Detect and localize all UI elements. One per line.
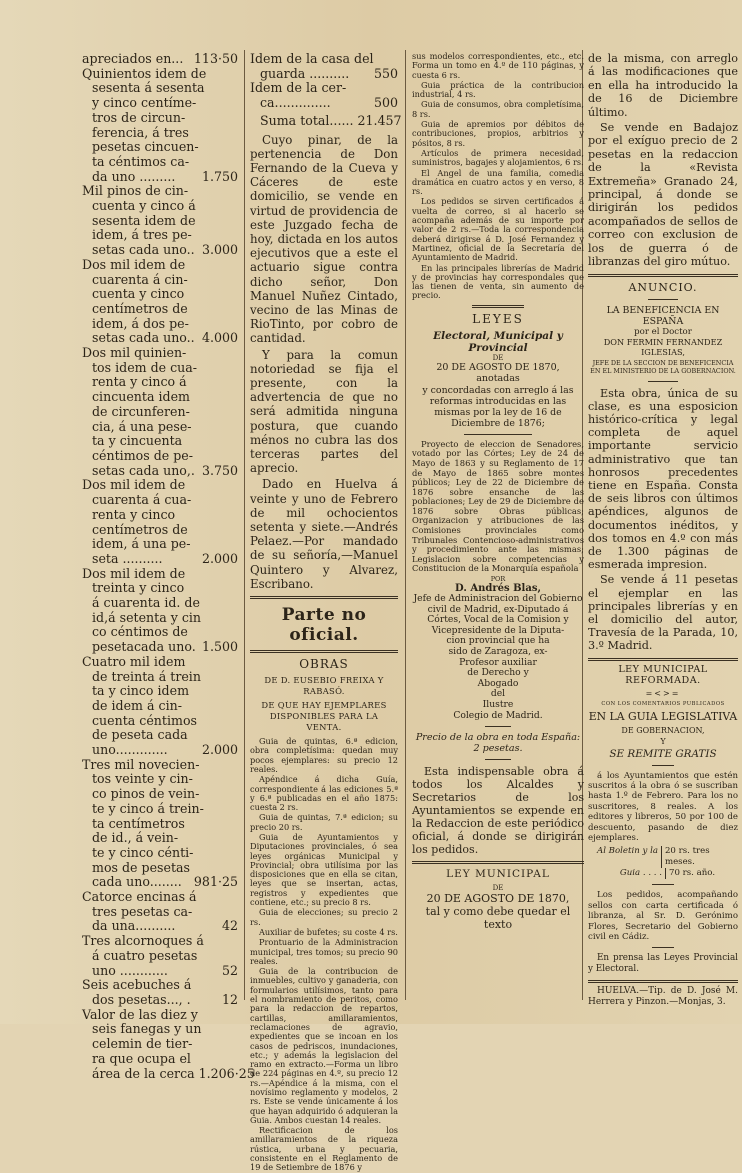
appraisal-line: [250, 96, 398, 111]
appraisal-item-text: ra que ocupa el: [92, 1050, 191, 1066]
appraisal-item-text: tres pesetas ca-: [92, 903, 193, 919]
appraisal-line: [82, 919, 238, 934]
edict-text: [250, 133, 398, 592]
remite-gratis: SE REMITE GRATIS: [609, 747, 717, 760]
appraisal-item-text: setas cada uno..: [92, 242, 195, 258]
book-entry: En las principales librerías de Madrid y de provincias hay correspondales que las tienen de venta, sin aumento de precio.: [412, 262, 584, 301]
guia-price: 70 rs. año.: [669, 868, 716, 879]
author-credential-line: de Derecho y: [467, 667, 529, 679]
appraisal-line: [82, 684, 238, 699]
appraisal-item-text: renta y cinco: [92, 506, 176, 522]
appraisal-item-text: ta y cincuenta: [92, 433, 183, 449]
appraisal-line: [82, 405, 238, 420]
appraisal-item-text: de circunferen-: [92, 403, 190, 419]
ley-municipal-tail: tal y como debe quedar el texto: [425, 905, 571, 932]
total-line: Suma total...... 21.457: [260, 112, 402, 128]
subscription-text: [588, 771, 738, 844]
beneficencia-text: [588, 387, 738, 653]
obras-note: DE QUE HAY EJEMPLARES DISPONIBLES PARA LA VENTA.: [261, 700, 387, 733]
appraisal-line: [82, 949, 238, 964]
appraisal-line: [82, 508, 238, 523]
price-row: [588, 868, 738, 879]
obras-author: DE D. EUSEBIO FREIXA Y RABASÓ.: [264, 675, 384, 697]
price-line: Precio de la obra en toda España: 2 pesetas.: [415, 732, 581, 755]
appraisal-item-text: celemin de tier-: [92, 1036, 193, 1052]
appraisal-amount: 2.000: [201, 550, 238, 566]
author-credential-line: Ilustre: [482, 698, 514, 710]
divider: [652, 765, 675, 766]
divider: [648, 381, 678, 382]
appraisal-item-text: Valor de las diez y: [82, 1006, 198, 1022]
divider: [652, 947, 675, 948]
appraisal-line: [82, 993, 238, 1008]
appraisal-item-text: renta y cinco á: [92, 374, 187, 390]
appraisal-line: [82, 699, 238, 714]
appraisal-item-text: cuenta y cinco: [92, 286, 185, 302]
anuncio-title: ANUNCIO.: [628, 280, 698, 294]
appraisal-line: [82, 523, 238, 538]
appraisal-line: [82, 273, 238, 288]
author-credential-line: Profesor auxiliar: [459, 656, 537, 668]
appraisal-line: [82, 140, 238, 155]
doctor-title: JEFE DE LA SECCION DE BENEFICENCIA EN EL MINISTERIO DE LA GOBERNACION.: [590, 358, 736, 375]
appraisal-line: [82, 861, 238, 876]
appraisal-item-text: tos veinte y cin-: [92, 771, 193, 787]
appraisal-item-text: Quinientos idem de: [82, 65, 207, 81]
appraisal-item-text: te y cinco cénti-: [92, 844, 194, 860]
appraisal-amount: 2.000: [201, 742, 238, 758]
appraisal-line: [82, 243, 238, 258]
appraisal-item-text: Dos mil quinien-: [82, 345, 187, 361]
appraisal-line: [82, 346, 238, 361]
appraisal-item-text: de treinta á trein: [92, 668, 201, 684]
appraisal-item-text: co pinos de vein-: [92, 786, 200, 802]
appraisal-amount: 550: [373, 65, 398, 81]
book-entry: Apéndice á dicha Guía, correspondiente á las ediciones 5.ª y 6.ª publicadas en el año 1875: cuesta 2 rs.: [250, 774, 398, 813]
top-notice: [588, 52, 738, 269]
book-entry: Guia de quintas, 6.ª edicion, obra completísima: quedan muy pocos ejemplares: su precio 12 reales.: [250, 736, 398, 774]
appraisal-amount: 3.000: [201, 242, 238, 258]
imprint: [588, 986, 738, 1008]
appraisal-item-text: Idem de la casa del: [250, 51, 374, 66]
appraisal-line: [82, 890, 238, 905]
appraisal-item-text: de id., á vein-: [92, 830, 179, 846]
appraisal-line: [82, 1037, 238, 1052]
proyecto-text: [412, 440, 584, 574]
appraisal-item-text: Idem de la cer-: [250, 80, 347, 96]
book-entry: Prontuario de la Administracion municipal, tres tomos; su precio 90 reales.: [250, 937, 398, 966]
appraisal-line: [82, 772, 238, 787]
book-list-continued: [412, 52, 584, 301]
appraisal-item-text: Tres mil novecien-: [82, 756, 200, 772]
appraisal-item-text: cia, á una pese-: [92, 418, 192, 434]
appraisal-line: [82, 875, 238, 890]
appraisal-item-text: Cuatro mil idem: [82, 653, 186, 669]
author-credential-line: Colegio de Madrid.: [453, 709, 543, 721]
ley-municipal-de: DE: [492, 884, 504, 893]
edict-paragraph: Dado en Huelva á veinte y uno de Febrero de mil ochocientos setenta y siete.—Andrés Pelaez.—Por mandado de su señoría,—Manuel Quintero y Alvarez, Escribano.: [250, 477, 398, 591]
divider: [464, 434, 533, 435]
pedidos-text: [588, 890, 738, 942]
author-name: D. Andrés Blas,: [455, 583, 541, 595]
appraisal-line: [82, 934, 238, 949]
appraisal-line: [82, 331, 238, 346]
ornament: =<>=: [645, 688, 681, 698]
appraisal-line: [82, 184, 238, 199]
appraisal-item-text: de peseta cada: [92, 727, 188, 743]
leyes-subtitle: Electoral, Municipal y Provincial: [433, 329, 563, 354]
appraisal-item-text: área de la cerca: [92, 1065, 195, 1081]
appraisal-item-text: apreciados en...: [82, 51, 184, 66]
sales-text: [412, 765, 584, 856]
appraisal-line: [82, 464, 238, 479]
leyes-anotadas: anotadas: [476, 372, 520, 384]
book-entry: Guia de Ayuntamientos y Diputaciones provinciales, ó sea leyes orgánicas Municipal y Provincial; obra utilísima por las disposiciones que en ella se citan, leyes que se insertan, actas, registros y expedientes que contiene, etc.; su precio 8 rs.: [250, 831, 398, 908]
appraisal-item-text: dos pesetas..., .: [92, 992, 191, 1007]
por-label: POR: [490, 575, 506, 584]
appraisal-line: [82, 214, 238, 229]
appraisal-item-text: Dos mil idem de: [82, 477, 186, 493]
book-entry: Guia de quintas, 7.ª edicion; su precio 20 rs.: [250, 812, 398, 832]
appraisal-line: [82, 170, 238, 185]
subscription-paragraph: á los Ayuntamientos que estén suscritos á la obra ó se suscriban hasta 1.º de Febrero. Para los no suscritores, 8 reales. A los editores y libreros, 50 por 100 de descuento, pasando de diez ejemplares.: [588, 770, 738, 843]
price-row: [588, 846, 738, 868]
appraisal-item-text: Dos mil idem de: [82, 256, 186, 272]
appraisal-line: [82, 199, 238, 214]
appraisal-amount: 52: [221, 962, 238, 978]
top-notice-paragraph: de la misma, con arreglo á las modificaciones que en ella ha introducido la de 16 de Diciembre último.: [588, 52, 738, 119]
notices-column: [588, 52, 738, 1007]
appraisal-item-text: cuenta céntimos: [92, 712, 197, 728]
appraisal-item-text: setas cada uno..: [92, 330, 195, 346]
appraisal-item-text: sesenta á sesenta: [92, 80, 205, 96]
section-divider: [588, 658, 738, 661]
appraisal-line: [82, 905, 238, 920]
appraisal-amount: 12: [221, 992, 238, 1007]
author-credential-line: Córtes, Vocal de la Comision y: [427, 614, 569, 626]
beneficencia-sale-paragraph: Se vende á 11 pesetas el ejemplar en las principales librerías y en el domicilio del autor, Travesía de la Parada, 10, 3.º Madrid.: [588, 573, 738, 653]
appraisal-item-text: id,á setenta y cin: [92, 609, 202, 625]
appraisal-line: [82, 964, 238, 979]
appraisal-item-text: cuarenta á cin-: [92, 271, 188, 287]
appraisal-item-text: ta céntimos ca-: [92, 153, 190, 169]
appraisal-item-text: á cuarenta id. de: [92, 595, 200, 611]
appraisal-line: [82, 449, 238, 464]
appraisal-item-text: Dos mil idem de: [82, 565, 186, 581]
book-entry: Guia de consumos, obra completísima, 8 rs.: [412, 99, 584, 119]
appraisal-item-text: da uno .........: [92, 168, 176, 184]
appraisal-line: [82, 81, 238, 96]
appraisal-line: [250, 67, 398, 82]
appraisal-line: [82, 787, 238, 802]
appraisal-item-text: mos de pesetas: [92, 859, 190, 875]
author-credential-line: del: [490, 688, 506, 700]
book-entry: Guia de apremios por débitos de contribuciones, propios, arbitrios y pósitos, 8 rs.: [412, 119, 584, 148]
appraisal-line: [82, 567, 238, 582]
doctor-name: DON FERMIN FERNANDEZ IGLESIAS,: [603, 336, 723, 357]
book-entry: Guia práctica de la contribucion industrial, 4 rs.: [412, 79, 584, 100]
appraisal-item-text: te y cinco á trein-: [92, 800, 204, 816]
appraisal-item-text: uno ............: [92, 962, 168, 978]
book-entry: Guia de elecciones; su precio 2 rs.: [250, 907, 398, 927]
appraisal-line: [82, 611, 238, 626]
appraisal-line: [82, 111, 238, 126]
edict-paragraph: Cuyo pinar, de la pertenencia de Don Fernando de la Cueva y Cáceres de este domicilio, se vende en virtud de providencia de este Juzgado fecha de hoy, dictada en los autos ejecutivos que a este el actuario sigue contra dicho señor, Don Manuel Nuñez Cintado, vecino de las Minas de RioTinto, por cobro de cantidad.: [250, 132, 398, 346]
guia-legislativa-title: EN LA GUIA LEGISLATIVA: [588, 709, 738, 723]
book-entry: Auxiliar de bufetes; su coste 4 rs.: [259, 926, 398, 937]
appraisal-list-continued: [250, 52, 398, 111]
edict-paragraph: Y para la comun notoriedad se fija el presente, con la advertencia de que no será admitida ninguna postura, que cuando ménos no cubra las dos terceras partes del aprecio.: [250, 347, 398, 476]
appraisal-item-text: cada uno........: [92, 874, 182, 890]
appraisal-line: [82, 493, 238, 508]
proyecto-paragraph: Proyecto de eleccion de Senadores, votado por las Córtes; Ley de 24 de Mayo de 1863 y su Reglamento de 17 de Mayo de 1865 sobre montes públicos; Ley de 22 de Diciembre de 1876 sobre ensanche de las poblaciones; Ley de 29 de Diciembre de 1876 sobre Obras públicas; Organizacion y atribuciones de las Comisiones provinciales como Tribunales Contencioso-administrativos y procedimiento ante las mismas; Legislacion sobre competencias y Constitucion de la Monarquía española: [412, 438, 584, 574]
y-line: Y: [660, 736, 666, 746]
section-divider: [412, 861, 584, 864]
appraisal-item-text: centímetros de: [92, 300, 188, 316]
appraisal-item-text: da una..........: [92, 918, 176, 934]
appraisal-item-text: tros de circun-: [92, 109, 186, 125]
appraisal-line: [82, 831, 238, 846]
advertisements-column: [412, 52, 584, 1000]
comentarios-line: CON LOS COMENTARIOS PUBLICADOS: [601, 700, 725, 707]
beneficencia-paragraph: Esta obra, única de su clase, es una esposicion histórico-crítica y legal completa de aquel importante servicio administrativo que tan honrosos precedentes tiene en España. Consta de seis libros con últimos apéndices, algunos de documentos inéditos, y dos tomos en 4.º con más de 1.300 páginas de esmerada impresion.: [588, 386, 738, 572]
appraisal-item-text: á cuatro pesetas: [92, 947, 198, 963]
appraisal-item-text: ferencia, á tres: [92, 124, 189, 140]
appraisal-item-text: uno.............: [92, 742, 168, 758]
pedidos-paragraph: Los pedidos, acompañando sellos con carta certificada ó libranza, al Sr. D. Gerónimo Flores, Secretario del Gobierno civil en Cádiz.: [588, 890, 738, 943]
divider: [485, 726, 511, 727]
book-entry: Guia de la contribucion de inmuebles, cultivo y ganaderia, con formularios utilísimos, tanto para el nombramiento de peritos, como para la redaccion de repartos, cartillas, amillaramientos, reclamaciones de agravio, expedientes que se incoan en los casos de pedriscos, inundaciones, etc.; y además la legislacion del ramo en extracto.—Forma un libro de 224 páginas en 4.º, su precio 12 rs.—Apéndice á la misma, con el novísimo reglamento y modelos, 2 rs. Este se vende únicamente á los que hayan adquirido ó adquieran la Guia. Ambos cuestan 14 reales.: [250, 966, 398, 1125]
book-entry: El Angel de una familia, comedia dramática en cuatro actos y en verso, 8 rs.: [412, 167, 584, 197]
section-divider: [250, 596, 398, 599]
appraisal-item-text: Tres alcornoques á: [82, 933, 204, 949]
appraisal-item-text: cincuenta idem: [92, 389, 190, 405]
appraisal-line: [82, 537, 238, 552]
appraisal-item-text: idem, á una pe-: [92, 536, 191, 552]
edict-column: [250, 51, 402, 1173]
divider: [652, 884, 675, 885]
author-credential-line: civil de Madrid, ex-Diputado á: [427, 603, 569, 615]
appraisal-line: [82, 728, 238, 743]
appraisal-line: [82, 670, 238, 685]
appraisal-item-text: pesetacada uno.: [92, 639, 196, 655]
appraisal-line: [82, 96, 238, 111]
appraisal-line: [82, 258, 238, 273]
book-entry: Artículos de primera necesidad, suministros, bagajes y alojamientos, 6 rs.: [412, 147, 584, 168]
section-divider: [250, 650, 398, 653]
appraisal-line: [82, 434, 238, 449]
appraisal-item-text: y cinco centíme-: [92, 95, 197, 111]
divider: [648, 299, 678, 300]
prensa-text: [588, 953, 738, 974]
appraisal-line: [82, 846, 238, 861]
appraisal-line: [82, 155, 238, 170]
appraisal-line: [82, 52, 238, 67]
leyes-concordadas: y concordadas con arreglo á las reformas introducidas en las mismas por la ley de 16 de Diciembre de 1876;: [422, 384, 574, 429]
appraisal-line: [82, 478, 238, 493]
book-entry: Los pedidos se sirven certificados á vuelta de correo, si al hacerlo se acompaña además de su importe por valor de 2 rs.—Toda la correspondencia deberá dirigirse á D. José Fernandez y Martinez, oficial de la Secretaría del Ayuntamiento de Madrid.: [412, 196, 584, 263]
ley-municipal-date: 20 DE AGOSTO DE 1870,: [426, 892, 570, 906]
appraisal-amount: 113·50: [193, 51, 238, 66]
appraisal-amount: 3.750: [201, 462, 238, 478]
appraisal-line: [82, 302, 238, 317]
appraisal-line: [82, 552, 238, 567]
book-list: [250, 737, 398, 1173]
appraisal-amount: 500: [373, 95, 398, 111]
appraisal-amount: 1.500: [201, 639, 238, 655]
author-credential-line: Abogado: [477, 677, 519, 689]
obras-title: OBRAS: [299, 657, 349, 672]
appraisal-amount: 1.206·25: [198, 1065, 255, 1081]
boletin-label: Al Boletin y la: [588, 846, 662, 868]
appraisal-item-text: pesetas cincuen-: [92, 139, 199, 155]
appraisal-line: [82, 596, 238, 611]
appraisal-item-text: setas cada uno,.: [92, 462, 195, 478]
appraisal-line: [82, 1008, 238, 1023]
appraisal-amount: 981·25: [193, 874, 238, 890]
appraisal-line: [82, 743, 238, 758]
appraisal-line: [82, 420, 238, 435]
prensa-paragraph: En prensa las Leyes Provincial y Electoral.: [588, 953, 738, 975]
boletin-price: 20 rs. tres meses.: [664, 846, 710, 868]
appraisal-line: [82, 640, 238, 655]
column-rule: [405, 50, 406, 1000]
appraisal-item-text: centímetros de: [92, 521, 188, 537]
appraisal-line: [82, 817, 238, 832]
sales-paragraph: Esta indispensable obra á todos los Alcaldes y Secretarios de los Ayuntamientos se expende en la Redaccion de este periódico oficial, á donde se dirigirán los pedidos.: [412, 765, 584, 857]
appraisal-item-text: seta ..........: [92, 550, 163, 566]
section-divider: [588, 980, 738, 983]
por-doctor: por el Doctor: [634, 326, 692, 337]
appraisal-item-text: Mil pinos de cin-: [82, 183, 189, 199]
appraisal-item-text: de idem á cin-: [92, 697, 182, 713]
leyes-title: LEYES: [472, 311, 524, 326]
appraisal-line: [82, 67, 238, 82]
appraisal-line: [82, 1022, 238, 1037]
appraisal-item-text: guarda ..........: [260, 65, 350, 81]
author-credential-line: Vicepresidente de la Diputa-: [431, 624, 565, 636]
ley-municipal-title: LEY MUNICIPAL: [446, 868, 550, 881]
imprint-text: HUELVA.—Tip. de D. José M. Herrera y Pinzon.—Monjas, 3.: [588, 985, 738, 1007]
appraisal-line: [82, 714, 238, 729]
appraisal-line: [82, 228, 238, 243]
appraisal-item-text: cuarenta á cua-: [92, 492, 192, 508]
appraisal-item-text: sesenta idem de: [92, 212, 196, 228]
author-credentials: [412, 594, 584, 721]
appraisal-item-text: Seis acebuches á: [82, 977, 192, 993]
appraisal-line: [250, 52, 398, 67]
book-entry: Rectificacion de los amillaramientos de la riqueza rústica, urbana y pecuaria, consistente en el Reglamento de 19 de Setiembre de 1876 y: [250, 1125, 398, 1173]
appraisal-amount: 42: [221, 918, 238, 934]
appraisal-line: [250, 81, 398, 96]
appraisal-line: [82, 758, 238, 773]
appraisal-line: [82, 287, 238, 302]
appraisal-item-text: idem, á dos pe-: [92, 315, 189, 331]
guia-label: Guia . . . .: [588, 868, 666, 879]
section-title: Parte no oficial.: [281, 605, 367, 646]
book-entry: sus modelos correspondientes, etc., etc. Forma un tomo en 4.º de 110 páginas, y cuesta 6 rs.: [412, 51, 584, 80]
column-rule: [244, 50, 245, 1000]
appraisal-item-text: céntimos de pe-: [92, 447, 193, 463]
divider: [472, 305, 524, 308]
author-credential-line: Jefe de Administracion del Gobierno: [413, 593, 583, 605]
appraisal-item-text: Catorce encinas á: [82, 889, 197, 905]
appraisal-line: [82, 375, 238, 390]
section-divider: [588, 274, 738, 277]
appraisal-line: [82, 655, 238, 670]
author-credential-line: cion provincial que ha: [446, 635, 550, 647]
leyes-de: DE: [492, 353, 504, 362]
appraisal-line: [82, 317, 238, 332]
appraisal-line: [82, 802, 238, 817]
appraisal-line: [82, 361, 238, 376]
sale-notice-paragraph: Se vende en Badajoz por el exíguo precio de 2 pesetas en la redaccion de la «Revista Extremeña» Granado 24, principal, á donde se dirigirán los pedidos acompañados de sellos de correo con exclusion de los de guerra ó de libranzas del giro mútuo.: [588, 121, 738, 269]
appraisal-line: [82, 1052, 238, 1067]
gobernacion-line: DE GOBERNACION,: [621, 725, 705, 735]
appraisal-item-text: co céntimos de: [92, 624, 188, 640]
appraisal-line: [82, 390, 238, 405]
appraisal-item-text: cuenta y cinco á: [92, 198, 196, 214]
appraisal-item-text: treinta y cinco: [92, 580, 185, 596]
appraisal-item-text: ca..............: [260, 95, 331, 111]
appraisal-line: [82, 1065, 255, 1082]
divider: [485, 759, 511, 760]
appraisal-list-column: [82, 51, 255, 1081]
appraisal-item-text: seis fanegas y un: [92, 1021, 202, 1037]
beneficencia-title: LA BENEFICENCIA EN ESPAÑA: [606, 304, 720, 327]
appraisal-item-text: ta centímetros: [92, 815, 185, 831]
leyes-date: 20 DE AGOSTO DE 1870,: [436, 361, 560, 373]
appraisal-line: [82, 978, 238, 993]
appraisal-item-text: tos idem de cua-: [92, 359, 198, 375]
appraisal-item-text: ta y cinco idem: [92, 683, 190, 699]
appraisal-line: [82, 126, 238, 141]
author-credential-line: sido de Zaragoza, ex-: [448, 646, 548, 657]
appraisal-amount: 1.750: [201, 168, 238, 184]
ley-reformada-title: LEY MUNICIPAL REFORMADA.: [618, 663, 708, 686]
appraisal-line: [82, 581, 238, 596]
appraisal-amount: 4.000: [201, 330, 238, 346]
appraisal-item-text: idem, á tres pe-: [92, 227, 192, 243]
appraisal-line: [82, 625, 238, 640]
